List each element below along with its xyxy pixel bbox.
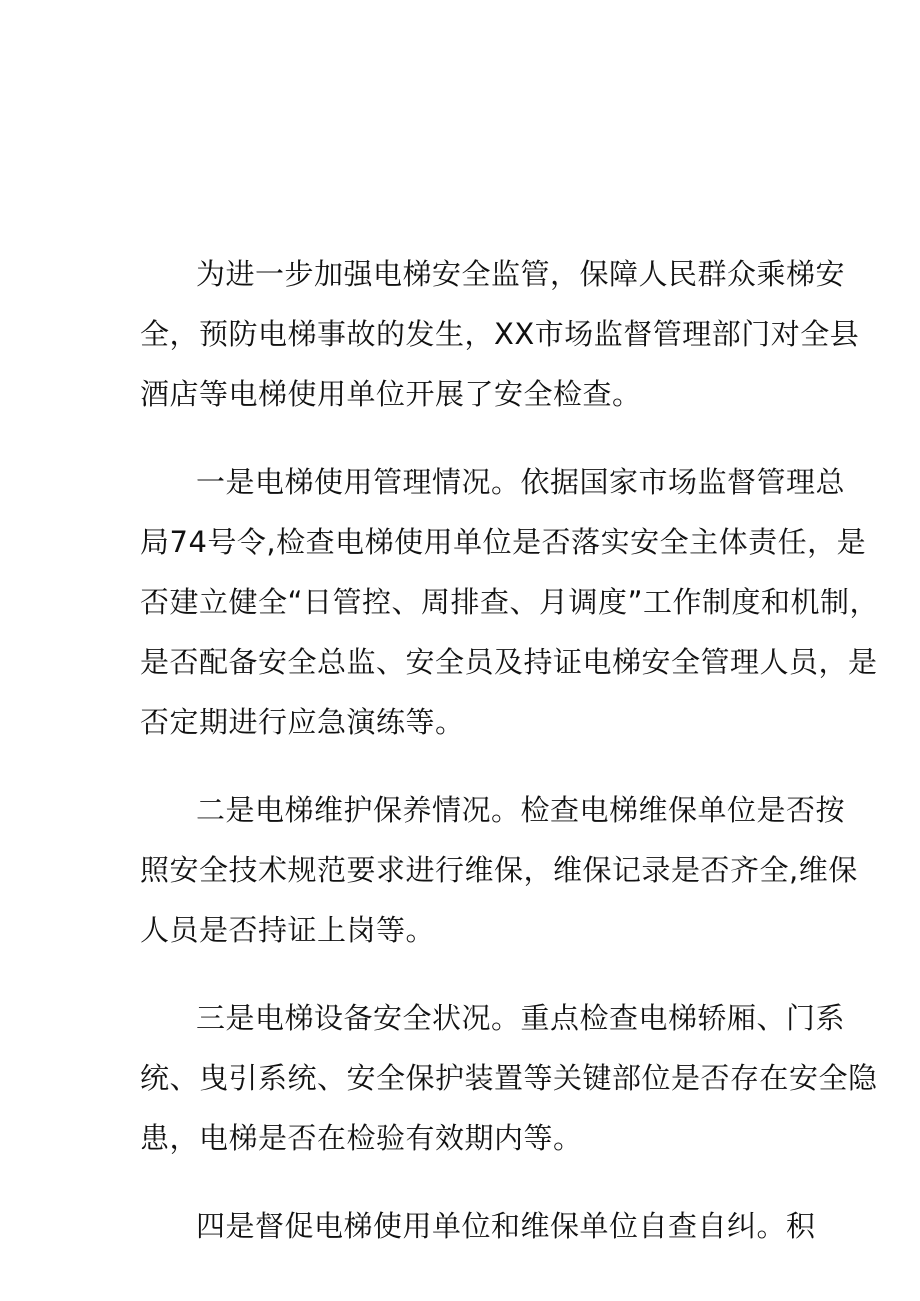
- paragraph-usage-management: [140, 452, 880, 752]
- text-line: 酒店等电梯使用单位开展了安全检查。: [140, 377, 642, 411]
- paragraph-equipment-safety: [140, 988, 878, 1168]
- text-line: 否定期进行应急演练等。: [140, 705, 465, 739]
- paragraph-maintenance: [140, 780, 858, 960]
- text-line: 二是电梯维护保养情况。检查电梯维保单位是否按: [196, 793, 846, 827]
- text-line: 为进一步加强电梯安全监管，保障人民群众乘梯安: [196, 257, 846, 291]
- text-line: 四是督促电梯使用单位和维保单位自查自纠。积: [196, 1209, 816, 1243]
- text-line: 人员是否持证上岗等。: [140, 913, 436, 947]
- document-body: [140, 244, 880, 1284]
- text-line: 统、曳引系统、安全保护装置等关键部位是否存在安全隐: [140, 1061, 878, 1095]
- text-line: 否建立健全“日管控、周排查、月调度”工作制度和机制，: [140, 585, 880, 619]
- paragraph-intro: [140, 244, 860, 424]
- text-line: 局74号令,检查电梯使用单位是否落实安全主体责任，是: [140, 525, 867, 559]
- text-line: 三是电梯设备安全状况。重点检查电梯轿厢、门系: [196, 1001, 846, 1035]
- paragraph-self-inspection: [140, 1196, 816, 1256]
- text-line: 是否配备安全总监、安全员及持证电梯安全管理人员，是: [140, 645, 878, 679]
- text-line: 一是电梯使用管理情况。依据国家市场监督管理总: [196, 465, 846, 499]
- text-line: 患，电梯是否在检验有效期内等。: [140, 1121, 583, 1155]
- text-line: 照安全技术规范要求进行维保，维保记录是否齐全,维保: [140, 853, 858, 887]
- text-line: 全，预防电梯事故的发生，XX市场监督管理部门对全县: [140, 317, 860, 351]
